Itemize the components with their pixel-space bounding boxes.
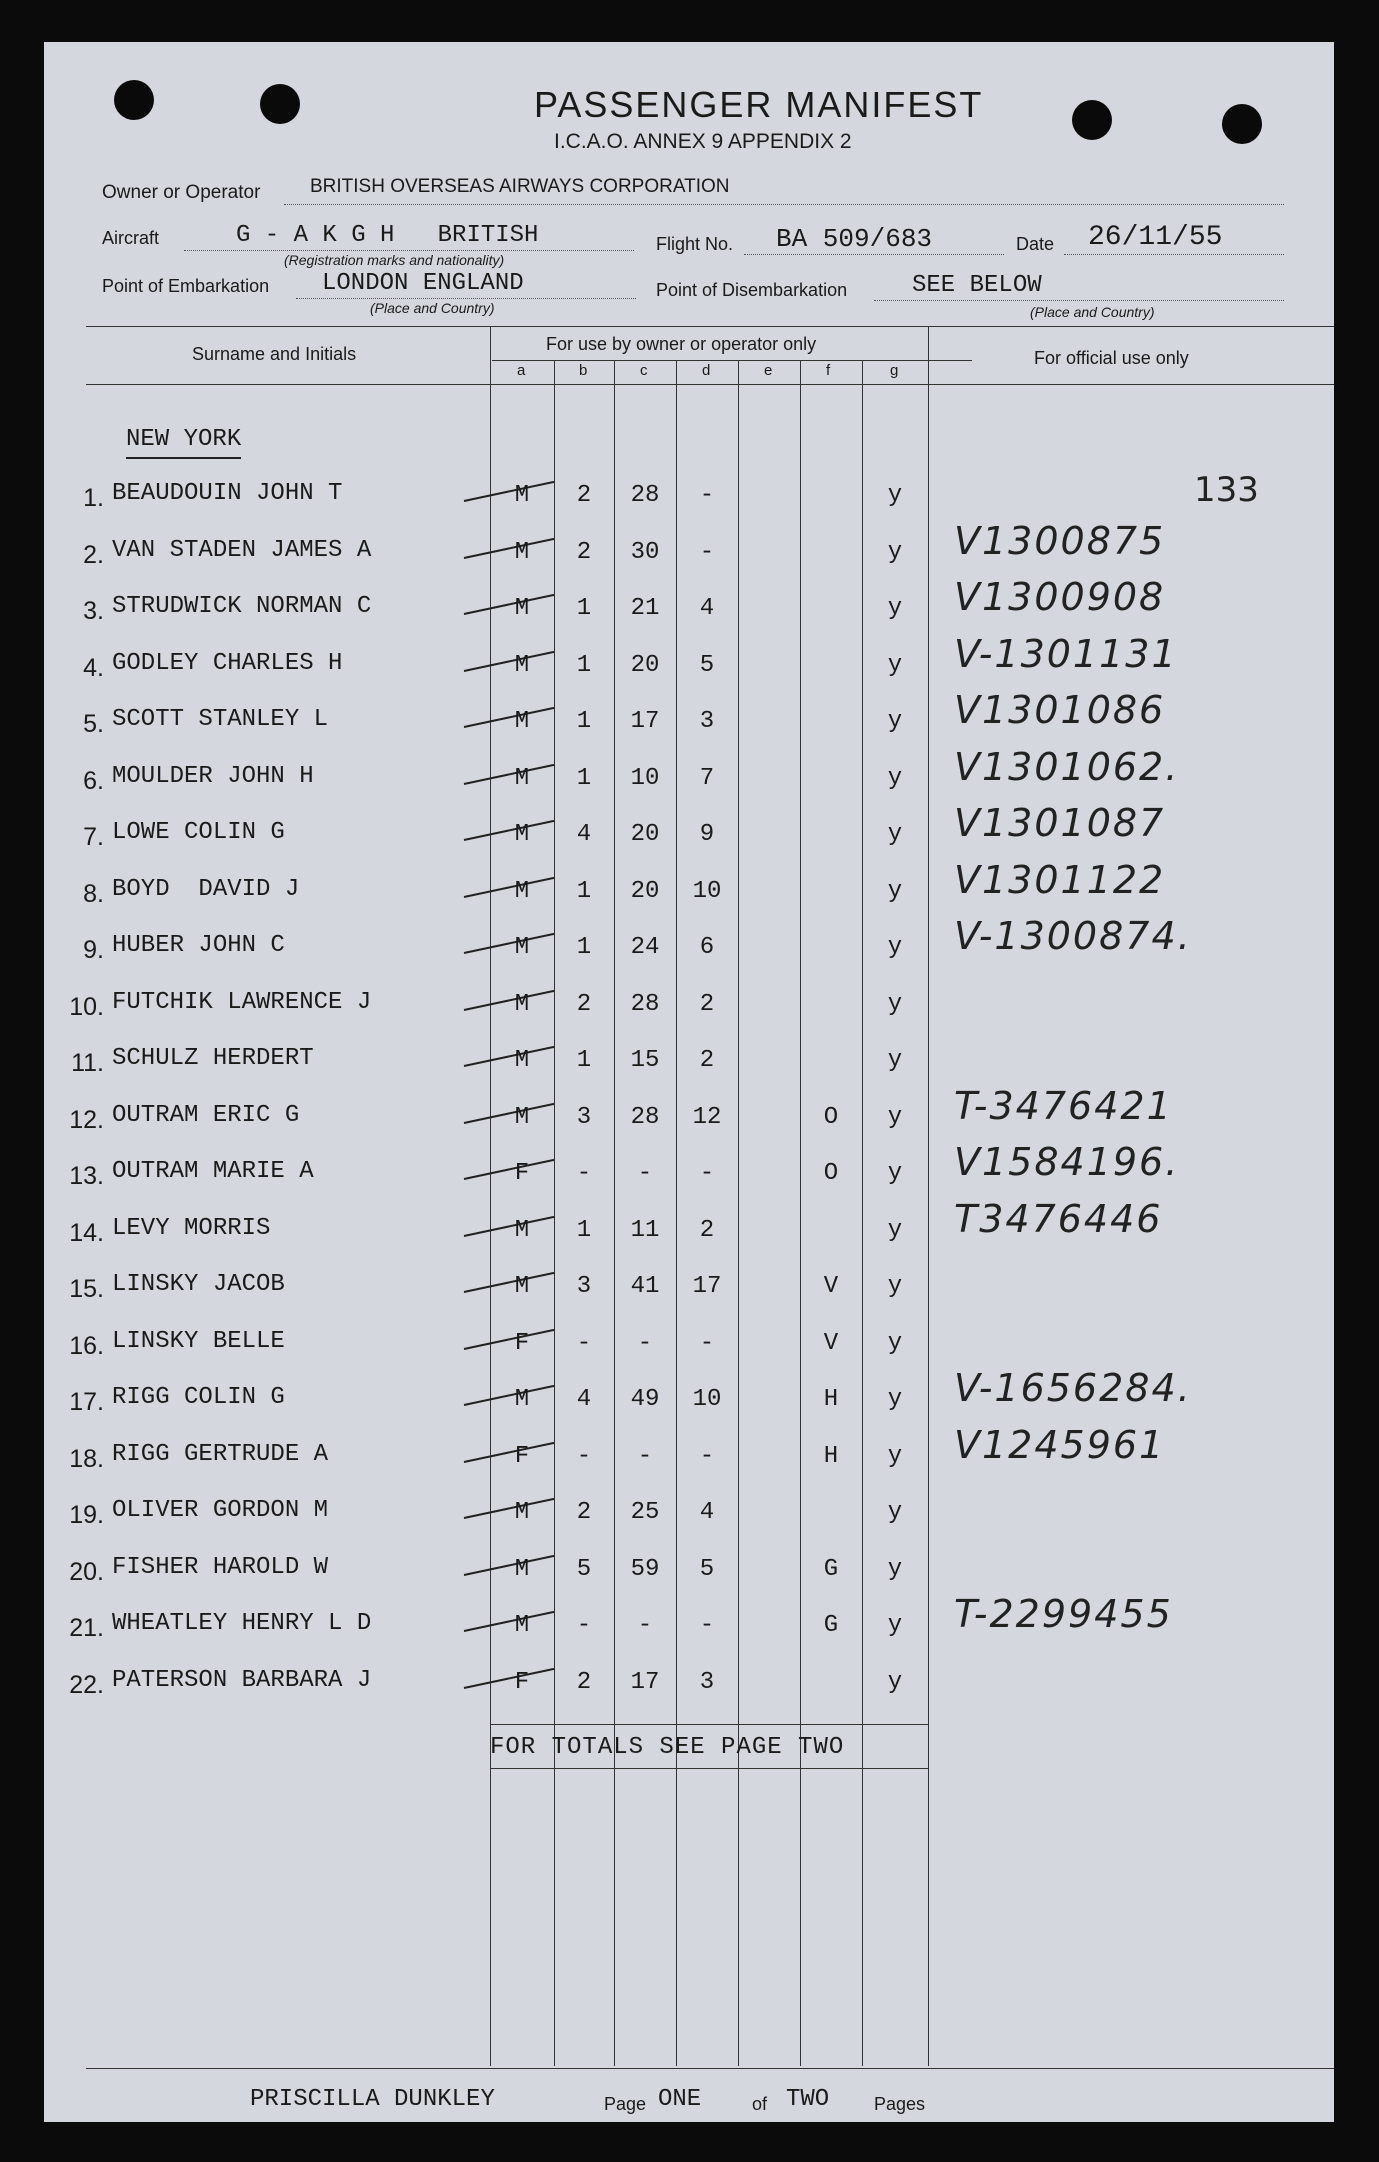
registration-note: (Registration marks and nationality) — [284, 252, 505, 268]
cell-a: M — [514, 708, 530, 735]
cell-c: 20 — [630, 877, 660, 905]
cell-a: M — [514, 595, 530, 622]
cell-g: y — [887, 1329, 903, 1357]
cell-a: M — [514, 482, 530, 509]
cell-g: y — [887, 651, 903, 679]
cell-b: 2 — [576, 1668, 592, 1696]
cell-g: y — [887, 1612, 903, 1639]
cell-g: y — [887, 538, 903, 566]
cell-a: M — [514, 651, 530, 679]
cell-c: - — [637, 1329, 653, 1357]
totals-top-rule — [490, 1724, 928, 1725]
cell-g: y — [887, 1499, 903, 1526]
cell-c: 28 — [630, 482, 660, 509]
passenger-name: SCOTT STANLEY L — [112, 706, 329, 733]
cell-b: 1 — [576, 934, 592, 961]
cell-f: V — [823, 1273, 839, 1300]
cell-b: 4 — [576, 821, 592, 848]
passenger-name: LINSKY BELLE — [112, 1327, 285, 1355]
cell-g: y — [887, 1273, 903, 1300]
cell-d: - — [699, 1612, 715, 1639]
aircraft-label: Aircraft — [102, 228, 160, 248]
rule-name-col — [490, 326, 491, 2066]
cell-b: 3 — [576, 1273, 592, 1300]
passenger-name: OUTRAM MARIE A — [112, 1158, 314, 1185]
cell-d: - — [699, 1160, 715, 1187]
cell-d: 12 — [692, 1103, 722, 1131]
cell-d: 10 — [692, 1386, 722, 1413]
footer-page-value: ONE — [658, 2086, 702, 2113]
cell-a: M — [514, 990, 530, 1018]
passenger-name: RIGG COLIN G — [112, 1384, 285, 1411]
embark-label: Point of Embarkation — [102, 276, 270, 296]
cell-b: 1 — [576, 1216, 592, 1244]
official-number: V1584196. — [954, 1140, 1180, 1184]
page-number-mark: 133 — [1194, 470, 1259, 510]
passenger-name: BEAUDOUIN JOHN T — [112, 480, 343, 507]
cell-b: 1 — [576, 764, 592, 792]
cell-a: M — [514, 1103, 530, 1131]
cell-f: O — [823, 1103, 839, 1131]
cell-g: y — [887, 764, 903, 792]
cell-b: 2 — [576, 990, 592, 1018]
row-number: 10. — [69, 992, 104, 1021]
aircraft-dotted-line — [184, 250, 634, 251]
punch-hole-right-2 — [1222, 104, 1262, 144]
row-number: 15. — [69, 1275, 104, 1303]
date-label: Date — [1016, 234, 1055, 254]
footer-page-label: Page — [604, 2094, 647, 2114]
cell-g: y — [887, 1555, 903, 1583]
official-number: V1300908 — [954, 575, 1166, 619]
punch-hole-right-1 — [1072, 100, 1112, 140]
official-number: V1301062. — [954, 744, 1180, 789]
row-number: 21. — [69, 1614, 104, 1642]
cell-c: 28 — [630, 1103, 660, 1131]
cell-a: M — [514, 538, 530, 566]
cell-c: - — [637, 1442, 653, 1470]
cell-b: 1 — [576, 1047, 592, 1074]
cell-d: 10 — [692, 877, 722, 905]
cell-g: y — [887, 595, 903, 622]
row-number: 19. — [69, 1501, 104, 1529]
passenger-name: PATERSON BARBARA J — [112, 1666, 372, 1694]
cell-a: M — [514, 1273, 530, 1300]
owner-value: BRITISH OVERSEAS AIRWAYS CORPORATION — [310, 176, 730, 197]
cell-b: 3 — [576, 1103, 592, 1131]
embark-note: (Place and Country) — [370, 300, 495, 316]
subcolumn-letter-g: g — [890, 362, 899, 379]
cell-a: M — [514, 1386, 530, 1413]
official-number: V-1300874. — [954, 914, 1192, 958]
cell-a: M — [514, 821, 530, 848]
footer-rule — [86, 2068, 1334, 2069]
passenger-name: BOYD DAVID J — [112, 875, 300, 903]
cell-f: V — [823, 1329, 839, 1357]
subcolumn-letter-f: f — [826, 362, 831, 379]
passenger-name: OLIVER GORDON M — [112, 1497, 329, 1524]
passenger-name: OUTRAM ERIC G — [112, 1101, 300, 1129]
cell-c: 20 — [630, 651, 660, 679]
official-number: V-1301131 — [954, 631, 1178, 676]
rule-official-col — [928, 326, 929, 2066]
date-dotted-line — [1064, 254, 1284, 255]
official-number: T-2299455 — [954, 1592, 1173, 1636]
cell-a: F — [514, 1160, 530, 1187]
cell-b: 1 — [576, 651, 592, 679]
row-number: 8. — [83, 879, 104, 908]
row-number: 11. — [71, 1049, 104, 1077]
cell-c: 30 — [630, 538, 660, 566]
cell-a: M — [514, 1555, 530, 1583]
official-number: T3476446 — [954, 1196, 1163, 1241]
row-number: 5. — [83, 710, 104, 738]
rule-subcol-f — [800, 360, 801, 2066]
cell-c: 59 — [630, 1555, 660, 1583]
flight-dotted-line — [744, 254, 1004, 255]
cell-g: y — [887, 1668, 903, 1696]
table-top-rule — [86, 326, 1334, 327]
cell-d: 4 — [699, 1499, 715, 1526]
cell-a: F — [514, 1668, 530, 1696]
cell-d: 6 — [699, 934, 715, 961]
cell-g: y — [887, 708, 903, 735]
manifest-sheet — [44, 42, 1334, 2122]
cell-c: 41 — [630, 1273, 660, 1300]
disembark-value: SEE BELOW — [912, 272, 1042, 299]
row-number: 17. — [69, 1388, 104, 1416]
cell-a: M — [514, 877, 530, 905]
flight-value: BA 509/683 — [776, 224, 933, 254]
punch-hole-left-2 — [260, 84, 300, 124]
cell-d: 5 — [699, 651, 715, 679]
subheader-rule — [492, 360, 972, 361]
disembark-dotted-line — [874, 300, 1284, 301]
column-header-name: Surname and Initials — [192, 344, 357, 364]
cell-c: 20 — [630, 821, 660, 848]
cell-b: 1 — [576, 877, 592, 905]
row-number: 7. — [83, 823, 104, 851]
row-number: 22. — [69, 1670, 104, 1699]
cell-d: 2 — [699, 1216, 715, 1244]
passenger-name: STRUDWICK NORMAN C — [112, 593, 372, 620]
cell-g: y — [887, 990, 903, 1018]
cell-b: - — [576, 1160, 592, 1187]
cell-a: M — [514, 764, 530, 792]
cell-c: 10 — [630, 764, 660, 792]
cell-b: 2 — [576, 538, 592, 566]
passenger-name: LEVY MORRIS — [112, 1214, 271, 1242]
row-number: 13. — [69, 1162, 104, 1190]
official-number: V-1656284. — [954, 1366, 1192, 1410]
cell-d: 3 — [699, 708, 715, 735]
cell-d: - — [699, 1442, 715, 1470]
cell-c: 11 — [630, 1216, 660, 1244]
cell-f: G — [823, 1555, 839, 1583]
cell-a: M — [514, 1499, 530, 1526]
cell-d: 5 — [699, 1555, 715, 1583]
row-number: 14. — [69, 1218, 104, 1247]
official-number: V1301122 — [954, 857, 1166, 902]
cell-a: M — [514, 1047, 530, 1074]
flight-label: Flight No. — [656, 234, 734, 254]
cell-b: 5 — [576, 1555, 592, 1583]
owner-label: Owner or Operator — [102, 182, 261, 203]
footer-signature: PRISCILLA DUNKLEY — [250, 2086, 495, 2113]
footer-of-label: of — [752, 2094, 768, 2114]
subcolumn-letter-a: a — [517, 362, 526, 379]
official-number: V1301087 — [954, 801, 1166, 845]
cell-d: 17 — [692, 1273, 722, 1300]
row-number: 1. — [83, 484, 104, 512]
punch-hole-left-1 — [114, 80, 154, 120]
cell-f: H — [823, 1386, 839, 1413]
cell-f: H — [823, 1442, 839, 1470]
embark-dotted-line — [296, 298, 636, 299]
cell-g: y — [887, 1160, 903, 1187]
cell-c: - — [637, 1160, 653, 1187]
cell-a: M — [514, 1612, 530, 1639]
cell-d: 2 — [699, 990, 715, 1018]
cell-d: 7 — [699, 764, 715, 792]
passenger-name: RIGG GERTRUDE A — [112, 1440, 329, 1468]
cell-c: 28 — [630, 990, 660, 1018]
passenger-name: SCHULZ HERDERT — [112, 1045, 314, 1072]
totals-note: FOR TOTALS SEE PAGE TWO — [490, 1734, 845, 1761]
aircraft-value: G - A K G H BRITISH — [236, 222, 539, 249]
passenger-name: HUBER JOHN C — [112, 932, 285, 959]
official-number: T-3476421 — [954, 1083, 1173, 1128]
passenger-name: WHEATLEY HENRY L D — [112, 1610, 372, 1637]
cell-g: y — [887, 482, 903, 509]
owner-dotted-line — [284, 204, 1284, 205]
cell-d: - — [699, 1329, 715, 1357]
date-value: 26/11/55 — [1088, 222, 1223, 253]
row-number: 4. — [83, 653, 104, 682]
section-heading: NEW YORK — [126, 426, 241, 459]
cell-b: - — [576, 1329, 592, 1357]
passenger-name: LINSKY JACOB — [112, 1271, 285, 1298]
row-number: 6. — [83, 766, 104, 795]
row-number: 3. — [83, 597, 104, 625]
row-number: 12. — [69, 1105, 104, 1134]
passenger-name: GODLEY CHARLES H — [112, 649, 343, 677]
cell-a: F — [514, 1329, 530, 1357]
passenger-name: MOULDER JOHN H — [112, 762, 314, 790]
cell-g: y — [887, 1386, 903, 1413]
cell-b: 1 — [576, 595, 592, 622]
embark-value: LONDON ENGLAND — [322, 270, 524, 297]
official-number: V1245961 — [954, 1422, 1166, 1467]
cell-c: 24 — [630, 934, 660, 961]
cell-g: y — [887, 821, 903, 848]
cell-f: G — [823, 1612, 839, 1639]
cell-c: 49 — [630, 1386, 660, 1413]
official-number: V1300875 — [954, 518, 1166, 563]
passenger-name: VAN STADEN JAMES A — [112, 536, 372, 564]
row-number: 2. — [83, 540, 104, 569]
footer-of-value: TWO — [786, 2086, 830, 2113]
cell-f: O — [823, 1160, 839, 1187]
cell-c: 17 — [630, 1668, 660, 1696]
disembark-note: (Place and Country) — [1030, 304, 1155, 320]
cell-b: - — [576, 1612, 592, 1639]
cell-a: F — [514, 1442, 530, 1470]
cell-g: y — [887, 1047, 903, 1074]
row-number: 20. — [69, 1557, 104, 1586]
row-number: 16. — [69, 1331, 104, 1360]
cell-c: 17 — [630, 708, 660, 735]
manifest-title: PASSENGER MANIFEST — [534, 84, 984, 125]
cell-a: M — [514, 1216, 530, 1244]
cell-c: 15 — [630, 1047, 660, 1074]
cell-d: 2 — [699, 1047, 715, 1074]
cell-b: 2 — [576, 482, 592, 509]
cell-g: y — [887, 877, 903, 905]
cell-b: 1 — [576, 708, 592, 735]
official-number: V1301086 — [954, 688, 1166, 732]
row-number: 9. — [83, 936, 104, 964]
passenger-name: FISHER HAROLD W — [112, 1553, 329, 1581]
passenger-name: FUTCHIK LAWRENCE J — [112, 988, 372, 1016]
cell-g: y — [887, 934, 903, 961]
cell-g: y — [887, 1442, 903, 1470]
cell-d: 9 — [699, 821, 715, 848]
totals-bottom-rule — [490, 1768, 928, 1769]
column-header-official: For official use only — [1034, 348, 1189, 368]
passenger-name: LOWE COLIN G — [112, 819, 285, 846]
table-header-bottom-rule — [86, 384, 1334, 385]
cell-d: - — [699, 538, 715, 566]
cell-b: 4 — [576, 1386, 592, 1413]
footer-pages-label: Pages — [874, 2094, 926, 2114]
cell-d: - — [699, 482, 715, 509]
cell-a: M — [514, 934, 530, 961]
cell-d: 4 — [699, 595, 715, 622]
subcolumn-letter-c: c — [640, 362, 648, 379]
cell-c: 21 — [630, 595, 660, 622]
cell-b: 2 — [576, 1499, 592, 1526]
cell-b: - — [576, 1442, 592, 1470]
subcolumn-letter-d: d — [702, 362, 711, 379]
cell-d: 3 — [699, 1668, 715, 1696]
cell-c: 25 — [630, 1499, 660, 1526]
cell-c: - — [637, 1612, 653, 1639]
manifest-subtitle: I.C.A.O. ANNEX 9 APPENDIX 2 — [554, 130, 852, 153]
row-number: 18. — [69, 1444, 104, 1473]
disembark-label: Point of Disembarkation — [656, 280, 848, 300]
rule-subcol-e — [738, 360, 739, 2066]
cell-g: y — [887, 1216, 903, 1244]
column-header-owner: For use by owner or operator only — [546, 334, 817, 354]
cell-g: y — [887, 1103, 903, 1131]
subcolumn-letter-e: e — [764, 362, 773, 379]
subcolumn-letter-b: b — [579, 362, 588, 379]
